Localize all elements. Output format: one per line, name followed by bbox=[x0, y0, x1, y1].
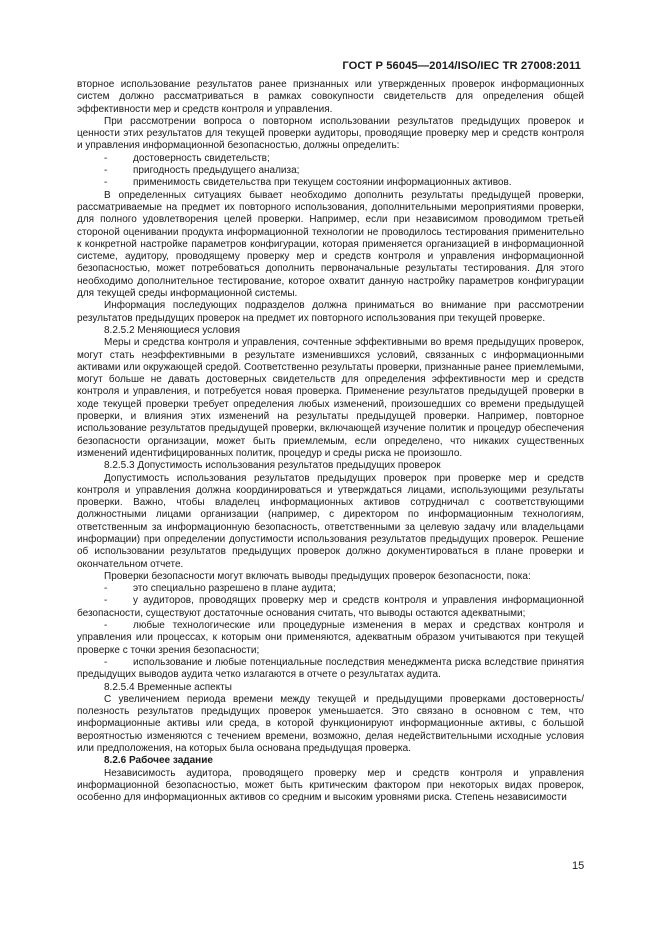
list-bullet: - bbox=[104, 177, 108, 189]
list-item-text: применимость свидетельства при текущем состоянии информационных активов. bbox=[133, 177, 512, 189]
list-bullet: - bbox=[104, 620, 108, 632]
list-item-text: достоверность свидетельств; bbox=[133, 152, 270, 164]
list-item-text: любые технологические или процедурные изменения в мерах и средствах контроля и управления или процессах, к которым они применяются, адекватным образом учитываются при текущей проверке с точки зрения безопасности; bbox=[77, 620, 584, 656]
paragraph: С увеличением периода времени между текущей и предыдущими проверками достоверность/полезность результатов предыдущих проверок уменьшается. Это связано в основном с тем, что информационные активы или среда, в которой функционируют информационные активы, с большой вероятностью изменяются с течением времени, возможно, делая недействительными исходные условия или предположения, на которых была основана предыдущая проверка. bbox=[77, 693, 584, 755]
list-item bbox=[77, 657, 584, 682]
list-bullet: - bbox=[104, 165, 108, 177]
paragraph: Проверки безопасности могут включать выводы предыдущих проверок безопасности, пока: bbox=[104, 570, 531, 582]
paragraph: вторное использование результатов ранее признанных или утвержденных проверок информационных систем должно рассматриваться в рамках совокупности свидетельств для определения общей эффективности мер и средств контроля и управления. bbox=[77, 79, 584, 115]
paragraph: 8.2.5.3 Допустимость использования результатов предыдущих проверок bbox=[104, 460, 441, 472]
list-bullet: - bbox=[104, 152, 108, 164]
paragraph: Допустимость использования результатов предыдущих проверок при проверке мер и средств контроля и управления должна координироваться и утверждаться лицами, использующими результаты проверки. Важно, чтобы владелец информационных активов сотрудничал с соответствующими должностными лицами организации (например, с директором по информационным технологиям, ответственным за информационную безопасность, ответственными за целевую задачу или владельцами информации) при определении допустимости использования результатов предыдущих проверок. Решение об использовании результатов предыдущих проверок должно документироваться в плане проверки и окончательном отчете. bbox=[77, 472, 584, 570]
list-item bbox=[77, 153, 584, 165]
document-header: ГОСТ Р 56045—2014/ISO/IEC TR 27008:2011 bbox=[342, 60, 581, 72]
paragraph: При рассмотрении вопроса о повторном использовании результатов предыдущих проверок и ценности этих результатов для текущей проверки аудиторы, проводящие проверку мер и средств контроля и управления информационной безопасностью, должны определить: bbox=[77, 115, 584, 152]
list-item bbox=[77, 165, 584, 177]
list-item bbox=[77, 620, 584, 657]
list-item bbox=[77, 177, 584, 189]
paragraph: В определенных ситуациях бывает необходимо дополнить результаты предыдущей проверки, рассматриваемые на предмет их повторного использования, дополнительными мероприятиями проверки, для полного удовлетворения целей проверки. Например, если при независимом проводимом третьей стороной оценивании продукта информационной технологии не проводилось тестирования применительно к конкретной настройке параметров конфигурации, которая применяется организацией в информационной системе, аудитору, проводящему проверку мер и средств контроля и управления информационной безопасностью, может потребоваться дополнить первоначальные результаты тестирования. Для этого необходимо дополнительное тестирование, которое охватит данную настройку параметров конфигурации для текущей среды информационной системы. bbox=[77, 189, 584, 300]
page-number: 15 bbox=[572, 860, 585, 872]
paragraph: Независимость аудитора, проводящего проверку мер и средств контроля и управления информационной безопасностью, может быть критическим фактором при некоторых видах проверок, особенно для информационных активов со средним и высоким уровнями риска. Степень независимости bbox=[77, 767, 584, 804]
paragraph: Информация последующих подразделов должна приниматься во внимание при рассмотрении результатов предыдущих проверок на предмет их повторного использования при текущей проверке. bbox=[77, 300, 584, 324]
paragraph: 8.2.5.2 Меняющиеся условия bbox=[104, 324, 241, 336]
list-bullet: - bbox=[104, 583, 108, 595]
document-body bbox=[77, 79, 584, 805]
list-item-text: у аудиторов, проводящих проверку мер и средств контроля и управления информационной безопасности, существуют достаточные основания считать, что выводы остаются адекватными; bbox=[77, 595, 584, 619]
list-item-text: это специально разрешено в плане аудита; bbox=[133, 583, 336, 595]
paragraph: 8.2.5.4 Временные аспекты bbox=[104, 681, 232, 693]
list-item bbox=[77, 583, 584, 595]
list-item-text: использование и любые потенциальные последствия менеджмента риска вследствие принятия предыдущих выводов аудита четко излагаются в отчете о результатах аудита. bbox=[77, 656, 584, 681]
list-bullet: - bbox=[104, 595, 108, 607]
list-item-text: пригодность предыдущего анализа; bbox=[133, 165, 300, 177]
paragraph: Меры и средства контроля и управления, сочтенные эффективными во время предыдущих проверок, могут стать неэффективными в результате изменившихся условий, связанных с информационными активами или окружающей средой. Соответственно результаты проверки, признанные ранее приемлемыми, могут больше не давать достоверных свидетельств для определения эффективности мер и средств контроля и управления, и потребуется новая проверка. Применение результатов предыдущей проверки в ходе текущей проверки требует определения любых изменений, произошедших со времени предыдущей проверки, и влияния этих изменений на результаты предыдущей проверки. Например, повторное использование результатов предыдущей проверки, включающей изучение политик и процедур обеспечения безопасности организации, может быть приемлемым, если определено, что никаких существенных изменений идентифицированных политик, процедур и среды риска не произошло. bbox=[77, 337, 584, 459]
list-item bbox=[77, 595, 584, 620]
section-heading: 8.2.6 Рабочее задание bbox=[104, 755, 213, 767]
list-bullet: - bbox=[104, 656, 108, 668]
